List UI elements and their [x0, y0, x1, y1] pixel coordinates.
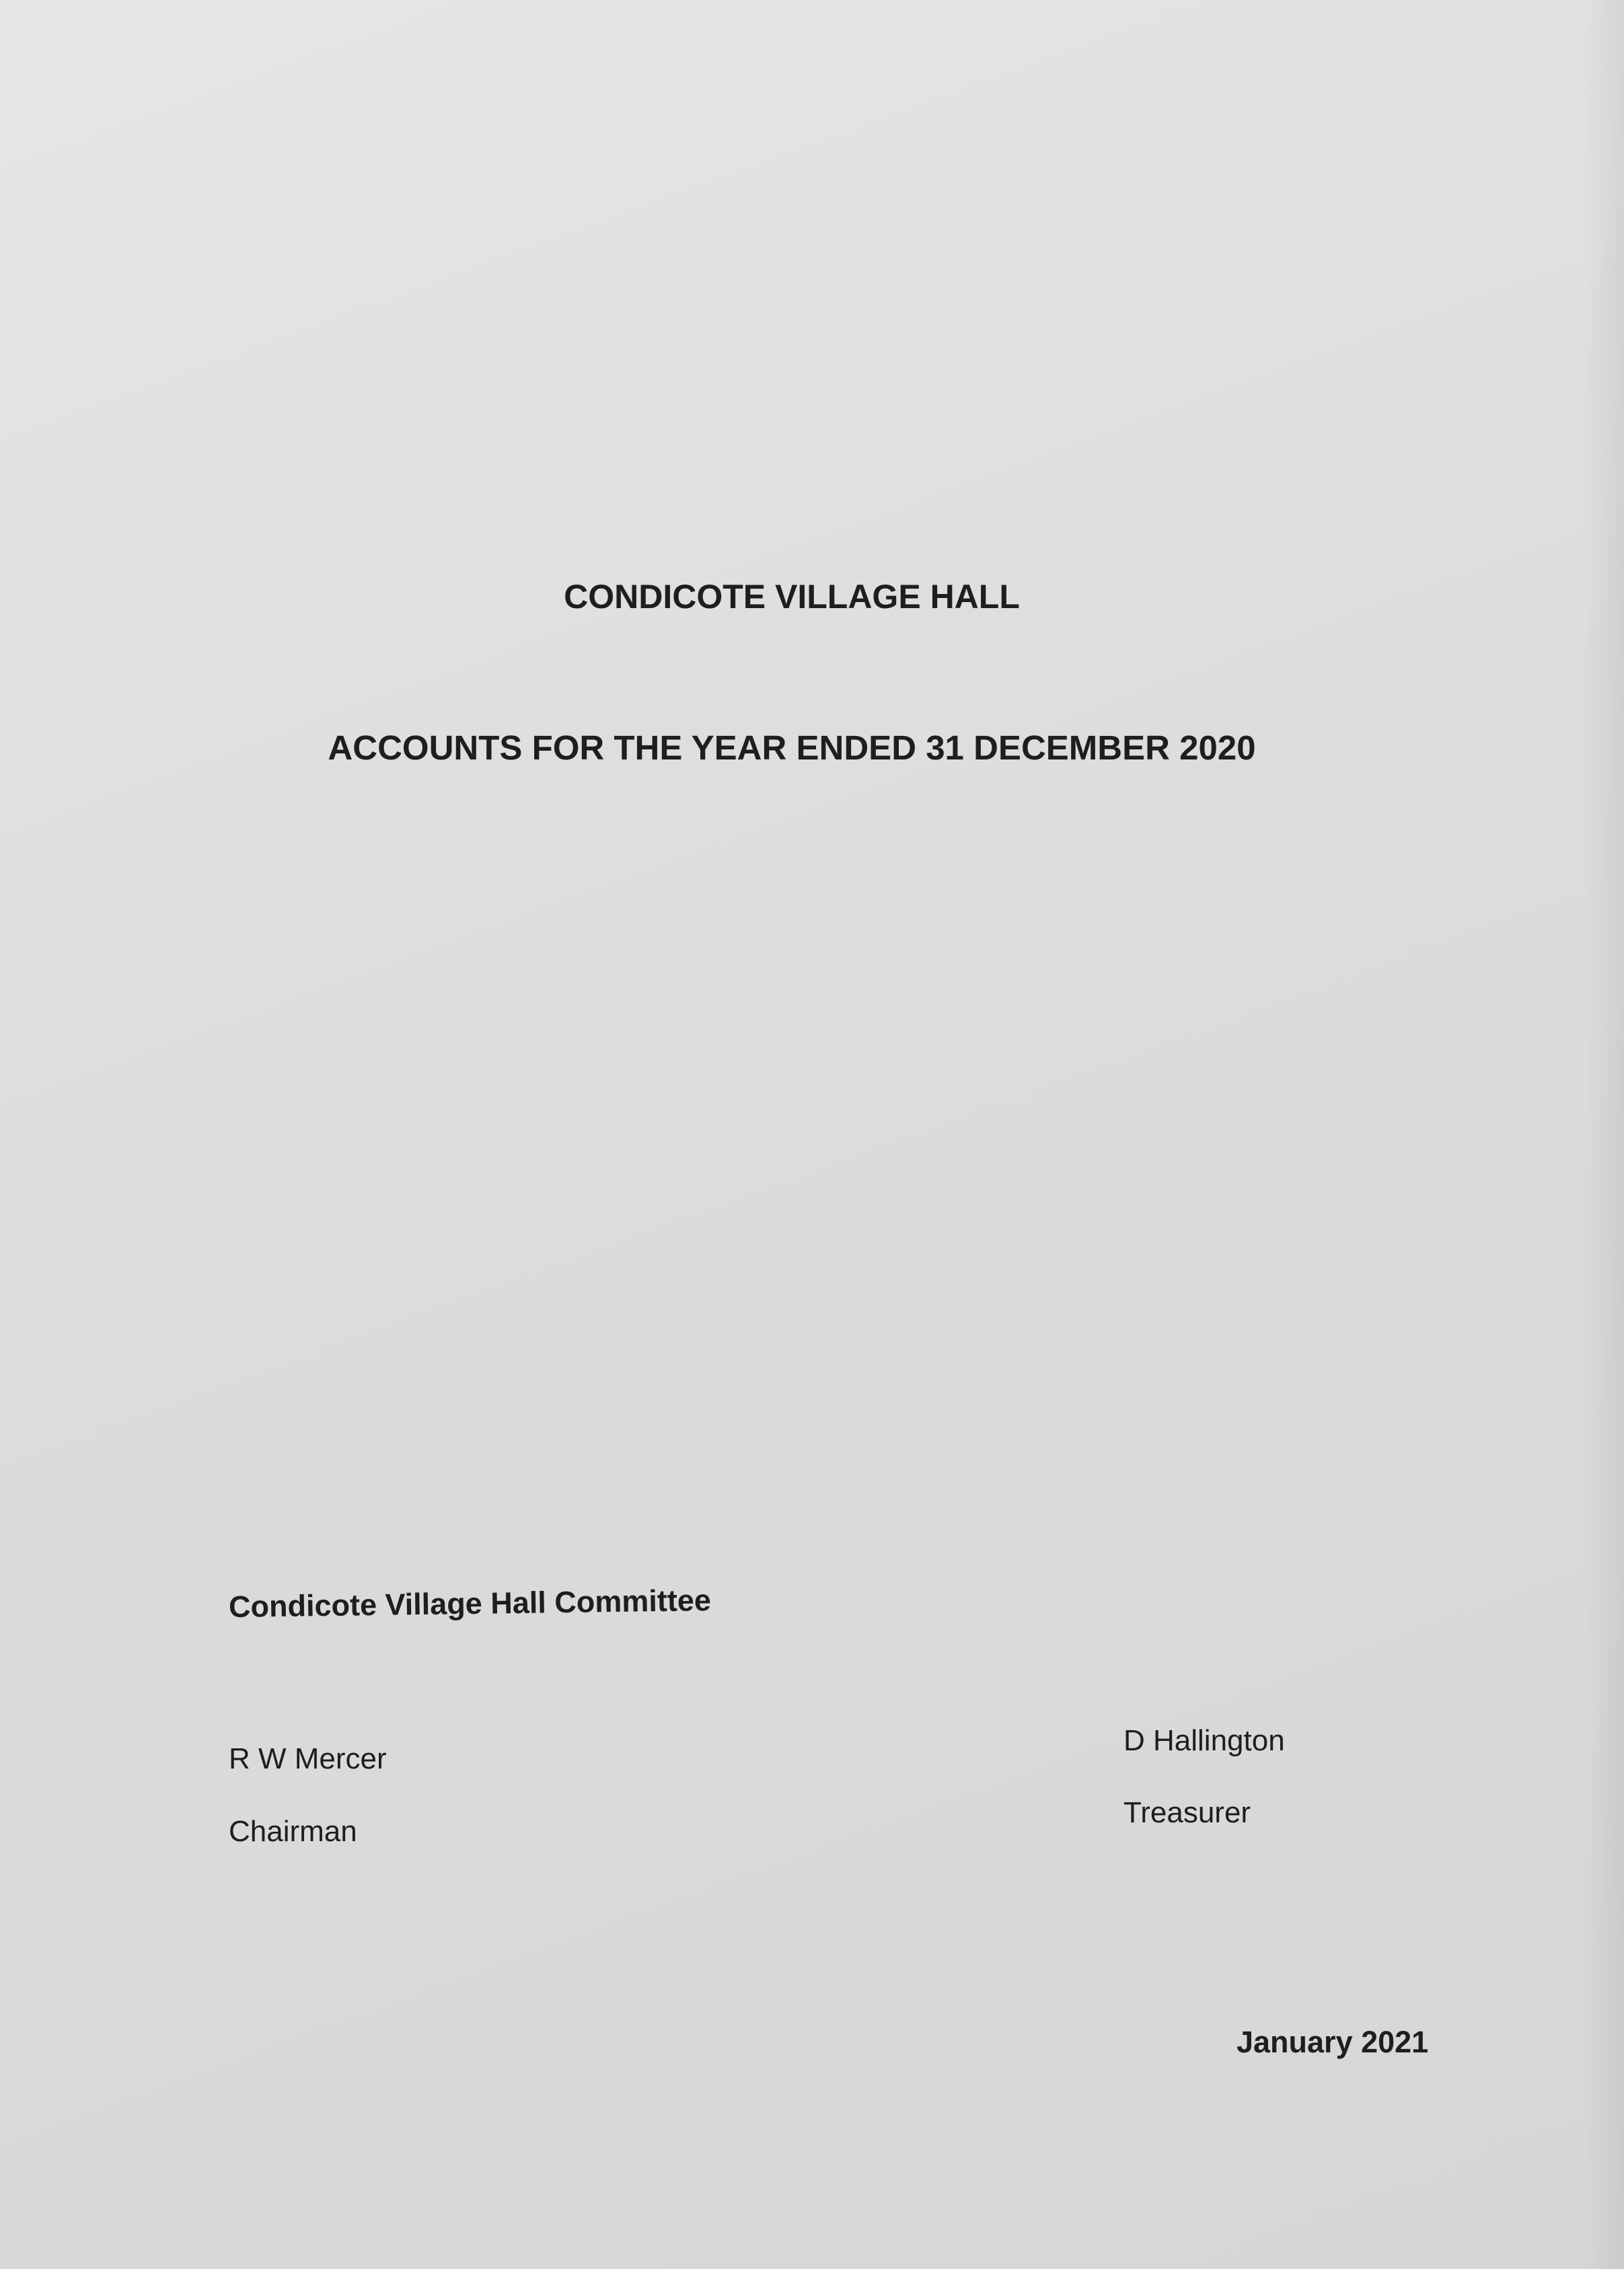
treasurer-role: Treasurer: [1123, 1796, 1251, 1829]
document-date: January 2021: [1237, 2025, 1429, 2059]
chairman-role: Chairman: [229, 1815, 357, 1848]
document-subtitle: ACCOUNTS FOR THE YEAR ENDED 31 DECEMBER 2020: [328, 729, 1256, 767]
committee-name: Condicote Village Hall Committee: [228, 1582, 712, 1625]
chairman-name: R W Mercer: [229, 1742, 387, 1775]
treasurer-name: D Hallington: [1123, 1724, 1285, 1757]
paper-edge-shadow: [1584, 0, 1624, 2269]
document-title: CONDICOTE VILLAGE HALL: [564, 578, 1020, 616]
